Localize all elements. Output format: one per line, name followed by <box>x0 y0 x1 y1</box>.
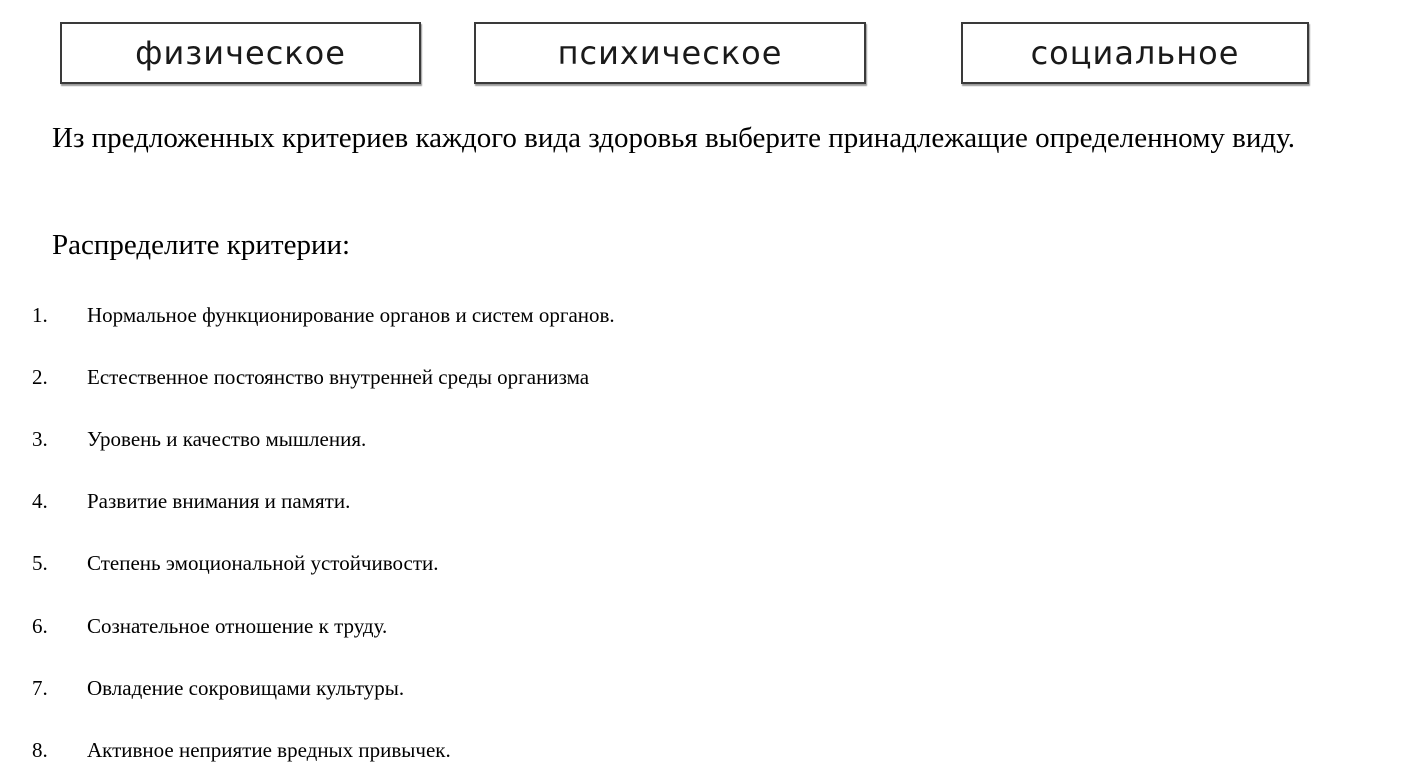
item-number: 7. <box>32 676 48 700</box>
category-box-social: социальное <box>961 22 1309 84</box>
item-number: 1. <box>32 303 48 327</box>
list-item <box>0 614 1425 644</box>
item-number: 8. <box>32 738 48 762</box>
list-item <box>0 676 1425 706</box>
list-heading: Распределите критерии: <box>52 229 351 261</box>
item-text: Степень эмоциональной устойчивости. <box>87 551 439 575</box>
list-item <box>0 427 1425 457</box>
item-text: Нормальное функционирование органов и систем органов. <box>87 303 615 327</box>
list-item <box>0 303 1425 333</box>
item-number: 3. <box>32 427 48 451</box>
instruction-text: Из предложенных критериев каждого вида здоровья выберите принадлежащие определенному виду. <box>52 122 1295 154</box>
item-number: 6. <box>32 614 48 638</box>
item-number: 5. <box>32 551 48 575</box>
item-text: Сознательное отношение к труду. <box>87 614 388 638</box>
list-item <box>0 489 1425 519</box>
item-text: Уровень и качество мышления. <box>87 427 367 451</box>
category-box-physical: физическое <box>60 22 421 84</box>
category-box-mental: психическое <box>474 22 866 84</box>
item-text: Активное неприятие вредных привычек. <box>87 738 451 762</box>
list-item <box>0 551 1425 581</box>
item-text: Развитие внимания и памяти. <box>87 489 351 513</box>
item-text: Естественное постоянство внутренней среды организма <box>87 365 590 389</box>
list-item <box>0 365 1425 395</box>
item-text: Овладение сокровищами культуры. <box>87 676 405 700</box>
item-number: 4. <box>32 489 48 513</box>
item-number: 2. <box>32 365 48 389</box>
list-item <box>0 738 1425 768</box>
